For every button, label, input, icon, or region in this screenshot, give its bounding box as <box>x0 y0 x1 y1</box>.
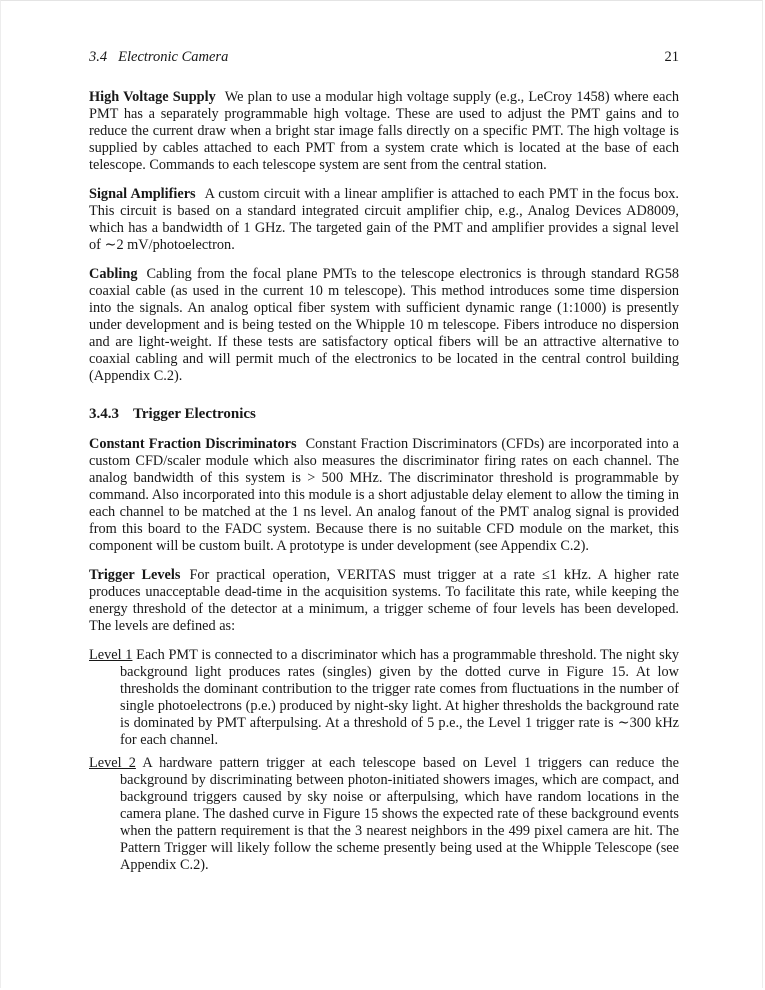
paragraph-text: A hardware pattern trigger at each telescope based on Level 1 triggers can reduce the background by discriminating between photon-initiated showers images, which are compact, and background triggers caused by sky noise or afterpulsing, which have random locations in the camera plane. The dashed curve in Figure 15 shows the expected rate of these background events when the pattern requirement is that the 3 nearest neighbors in the 499 pixel camera are hit. The Pattern Trigger will likely follow the scheme presently being used at the Whipple Telescope (see Appendix C.2). <box>120 755 679 873</box>
paragraph-text: For practical operation, VERITAS must trigger at a rate ≤1 kHz. A higher rate produces unacceptable dead-time in the acquisition systems. To facilitate this rate, while keeping the energy threshold of the detector at a minimum, a trigger scheme of four levels has been developed. The levels are defined as: <box>89 567 679 634</box>
running-head-section-title: Electronic Camera <box>118 49 229 65</box>
paragraph-text: Cabling from the focal plane PMTs to the telescope electronics is through standard RG58 coaxial cable (as used in the current 10 m telescope). This method introduces some time dispersion into the signals. An analog optical fiber system with sufficient dynamic range (1:1000) is presently under development and is being tested on the Whipple 10 m telescope. Fibers introduce no dispersion and are light-weight. If these tests are satisfactory optical fibers will be an attractive alternative to coaxial cabling and will permit much of the electronics to be located in the central control building (Appendix C.2). <box>89 266 679 384</box>
paragraph-trigger-levels <box>89 567 679 635</box>
text-block <box>89 49 679 880</box>
page-number: 21 <box>664 49 679 65</box>
run-in-heading-cfd: Constant Fraction Discriminators <box>89 436 297 452</box>
run-in-heading-trigger-levels: Trigger Levels <box>89 567 181 583</box>
running-head <box>89 49 679 66</box>
list-item-level-1 <box>89 647 679 749</box>
subsection-number: 3.4.3 <box>89 406 119 422</box>
paragraph-text: Constant Fraction Discriminators (CFDs) are incorporated into a custom CFD/scaler module which also measures the discriminator firing rates on each channel. The analog bandwidth of this system is > 500 MHz. The discriminator threshold is programmable by command. Also incorporated into this module is a short adjustable delay element to allow the timing in each channel to be matched at the 1 ns level. An analog fanout of the PMT analog signal is provided from this board to the FADC system. Because there is no suitable CFD module on the market, this component will be custom built. A prototype is under development (see Appendix C.2). <box>89 436 679 554</box>
running-head-section <box>89 49 228 66</box>
paragraph-signal-amplifiers <box>89 186 679 254</box>
paragraph-text: Each PMT is connected to a discriminator which has a programmable threshold. The night sky background light produces rates (singles) given by the dotted curve in Figure 15. At low thresholds the dominant contribution to the trigger rate comes from fluctuations in the number of single photoelectrons (p.e.) produced by night-sky light. At higher thresholds the background rate is dominated by PMT afterpulsing. At a threshold of 5 p.e., the Level 1 trigger rate is ∼300 kHz for each channel. <box>120 647 679 748</box>
running-head-section-number: 3.4 <box>89 49 108 65</box>
run-in-heading-signal-amplifiers: Signal Amplifiers <box>89 186 196 202</box>
run-in-heading-cabling: Cabling <box>89 266 138 282</box>
subsection-title: Trigger Electronics <box>133 406 256 422</box>
paragraph-cabling <box>89 266 679 385</box>
paragraph-text: We plan to use a modular high voltage supply (e.g., LeCroy 1458) where each PMT has a separately programmable high voltage. These are used to adjust the PMT gains and to reduce the current draw when a bright star image falls directly on a specific PMT. The high voltage is supplied by cables attached to each PMT from a system crate which is located at the base of each telescope. Commands to each telescope system are sent from the central station. <box>89 89 680 173</box>
paragraph-constant-fraction-discriminators <box>89 436 679 555</box>
level-1-label: Level 1 <box>89 647 133 663</box>
subsection-heading-trigger-electronics <box>89 406 679 423</box>
paragraph-text: A custom circuit with a linear amplifier is attached to each PMT in the focus box. This circuit is based on a standard integrated circuit amplifier chip, e.g., Analog Devices AD8009, which has a bandwidth of 1 GHz. The targeted gain of the PMT and amplifier provides a signal level of ∼2 mV/photoelectron. <box>89 186 679 253</box>
level-2-label: Level 2 <box>89 755 136 771</box>
paragraph-high-voltage-supply <box>89 89 679 174</box>
run-in-heading-high-voltage-supply: High Voltage Supply <box>89 89 216 105</box>
list-item-level-2 <box>89 755 679 874</box>
